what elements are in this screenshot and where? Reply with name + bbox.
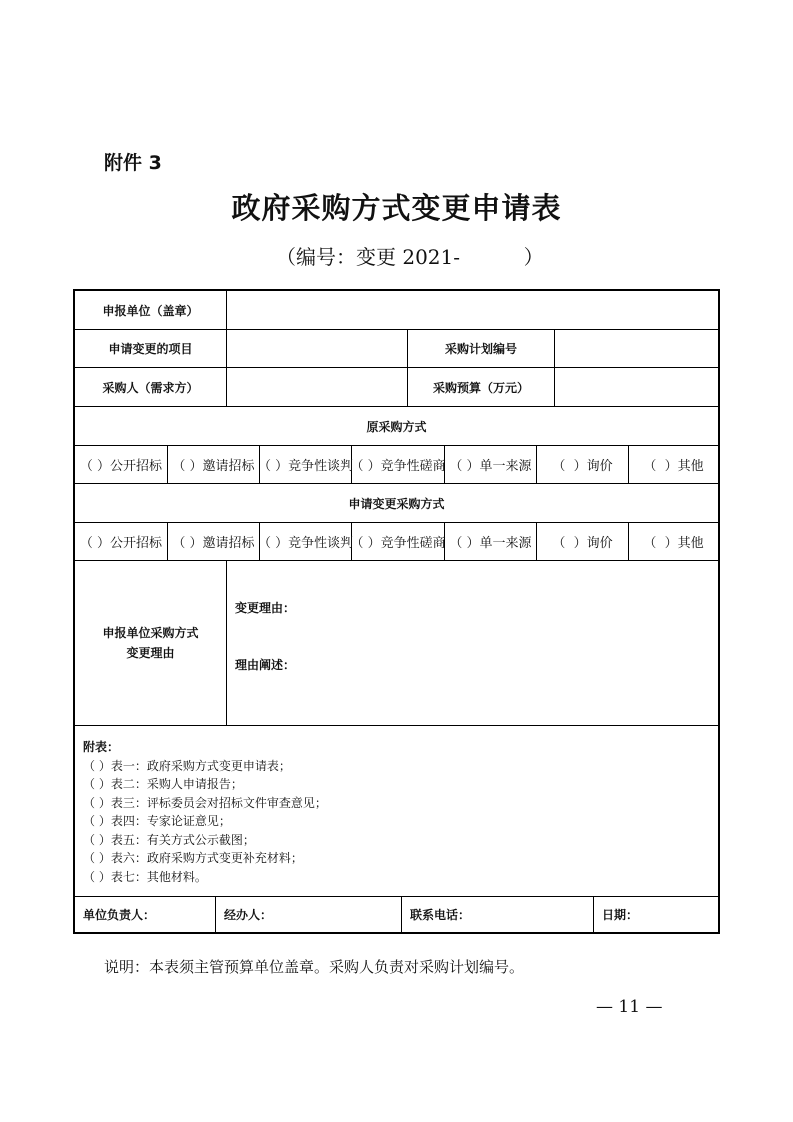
purchaser-field[interactable] [227, 368, 408, 406]
applicant-row [75, 291, 718, 330]
phone-cell[interactable] [402, 897, 594, 932]
appendix-list [83, 738, 327, 886]
option-label: （ ）其他 [643, 536, 704, 551]
original-option-inquiry[interactable] [537, 446, 629, 483]
application-form [73, 289, 720, 934]
appendix-heading: 附表： [83, 740, 120, 754]
phone-label: 联系电话： [410, 908, 471, 922]
project-label: 申请变更的项目 [108, 342, 193, 356]
appendix-item[interactable]: （ ）表二：采购人申请报告； [83, 777, 243, 791]
applicant-label-cell [75, 291, 227, 329]
reason-row [75, 561, 718, 726]
option-label: （ ）单一来源 [449, 536, 532, 551]
option-label: （ ）邀请招标 [172, 536, 255, 551]
unit-head-label: 单位负责人： [83, 908, 156, 922]
budget-field[interactable] [555, 368, 718, 406]
appendix-row [75, 726, 718, 897]
project-label-cell [75, 330, 227, 367]
unit-head-cell[interactable] [75, 897, 216, 932]
requested-option-other[interactable] [629, 523, 718, 560]
option-label: （ ）竞争性谈判 [257, 536, 354, 551]
original-option-invited-tender[interactable] [168, 446, 260, 483]
original-method-options-row [75, 446, 718, 484]
requested-option-invited-tender[interactable] [168, 523, 260, 560]
requested-option-competitive-negotiation[interactable] [257, 523, 354, 560]
change-reason-label: 变更理由： [235, 601, 296, 615]
original-option-competitive-consultation[interactable] [352, 446, 445, 483]
requested-option-single-source[interactable] [445, 523, 537, 560]
appendix-item[interactable]: （ ）表三：评标委员会对招标文件审查意见； [83, 795, 327, 810]
signature-row [75, 897, 718, 932]
budget-label-cell [408, 368, 555, 406]
original-option-other[interactable] [629, 446, 718, 483]
reason-field[interactable] [227, 561, 718, 725]
appendix-item[interactable]: （ ）表一：政府采购方式变更申请表； [83, 758, 291, 773]
reason-label-cell [75, 561, 227, 725]
applicant-label: 申报单位（盖章） [102, 303, 199, 318]
project-field[interactable] [227, 330, 408, 367]
purchaser-row [75, 368, 718, 407]
original-option-open-tender[interactable] [75, 446, 168, 483]
requested-option-open-tender[interactable] [75, 523, 168, 560]
option-label: （ ）询价 [552, 536, 613, 551]
reason-label-line1: 申报单位采购方式 [102, 626, 199, 640]
attachment-label: 附件 3 [104, 152, 162, 174]
appendix-item[interactable]: （ ）表五：有关方式公示截图； [83, 832, 255, 847]
reason-statement-label: 理由阐述： [235, 658, 296, 672]
option-label: （ ）公开招标 [79, 459, 163, 474]
document-title: 政府采购方式变更申请表 [231, 191, 562, 225]
option-label: （ ）竞争性磋商 [350, 536, 446, 551]
option-label: （ ）竞争性谈判 [257, 459, 354, 474]
footnote: 说明：本表须主管预算单位盖章。采购人负责对采购计划编号。 [104, 958, 525, 976]
option-label: （ ）单一来源 [449, 459, 532, 474]
handler-label: 经办人： [224, 908, 273, 922]
requested-method-options-row [75, 523, 718, 561]
reason-label-line2: 变更理由 [126, 646, 175, 660]
appendix-item[interactable]: （ ）表七：其他材料。 [83, 869, 207, 884]
original-method-heading-row [75, 407, 718, 446]
date-cell[interactable] [594, 897, 718, 932]
budget-label: 采购预算（万元） [432, 380, 529, 395]
option-label: （ ）竞争性磋商 [350, 459, 446, 474]
option-label: （ ）其他 [643, 459, 704, 474]
handler-cell[interactable] [216, 897, 402, 932]
plan-no-label: 采购计划编号 [444, 342, 517, 356]
purchaser-label: 采购人（需求方） [102, 380, 199, 395]
original-method-heading: 原采购方式 [366, 419, 427, 434]
requested-option-inquiry[interactable] [537, 523, 629, 560]
project-row [75, 330, 718, 368]
date-label: 日期： [602, 908, 639, 922]
plan-no-field[interactable] [555, 330, 718, 367]
serial-number: （编号：变更 2021- ） [276, 245, 544, 269]
purchaser-label-cell [75, 368, 227, 406]
requested-option-competitive-consultation[interactable] [352, 523, 445, 560]
requested-method-heading: 申请变更采购方式 [348, 496, 445, 511]
option-label: （ ）询价 [552, 459, 613, 474]
applicant-field[interactable] [227, 291, 718, 329]
appendix-item[interactable]: （ ）表四：专家论证意见； [83, 814, 231, 828]
requested-method-heading-row [75, 484, 718, 523]
original-option-competitive-negotiation[interactable] [257, 446, 354, 483]
option-label: （ ）邀请招标 [172, 459, 255, 474]
original-option-single-source[interactable] [445, 446, 537, 483]
page-number: — 11 — [596, 997, 663, 1017]
option-label: （ ）公开招标 [79, 536, 163, 551]
appendix-item[interactable]: （ ）表六：政府采购方式变更补充材料； [83, 851, 303, 865]
plan-no-label-cell [408, 330, 555, 367]
